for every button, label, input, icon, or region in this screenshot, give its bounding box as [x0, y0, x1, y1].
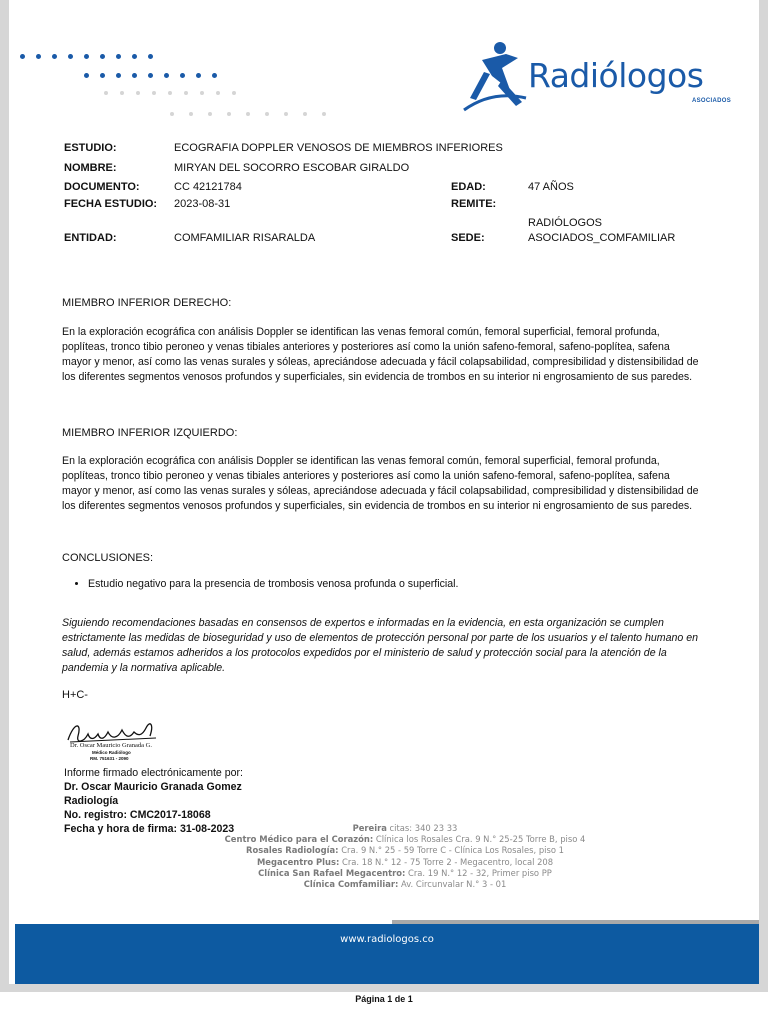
- decorative-dot: [227, 112, 231, 116]
- decorative-dot: [303, 112, 307, 116]
- address-line: Clínica San Rafael Megacentro: Cra. 19 N.° 12 - 32, Primer piso PP: [258, 867, 552, 878]
- stamp-rm: RM. 751631 - 2090: [90, 756, 129, 761]
- address-line: Megacentro Plus: Cra. 18 N.° 12 - 75 Torre 2 - Megacentro, local 208: [256, 856, 554, 867]
- handwritten-signature: [64, 716, 174, 768]
- decorative-dot: [322, 112, 326, 116]
- decorative-dot: [200, 91, 204, 95]
- decorative-dot: [168, 91, 172, 95]
- izquierdo-title: MIEMBRO INFERIOR IZQUIERDO:: [62, 427, 238, 439]
- signed-by: Informe firmado electrónicamente por:: [64, 767, 243, 779]
- decorative-dot: [148, 54, 153, 59]
- sede-label: SEDE:: [451, 232, 485, 244]
- decorative-dot: [232, 91, 236, 95]
- decorative-dot: [68, 54, 73, 59]
- decorative-dot: [265, 112, 269, 116]
- edad-value: 47 AÑOS: [528, 181, 574, 193]
- estudio-label: ESTUDIO:: [64, 142, 117, 154]
- decorative-dot: [136, 91, 140, 95]
- decorative-dot: [212, 73, 217, 78]
- izquierdo-text: En la exploración ecográfica con análisis Doppler se identifican las venas femoral común, femoral superficial, femoral profunda, poplíteas, tronco tibio peroneo y venas tibiales anteriores y posteriores así como la unión safeno-femoral, safeno-poplítea, safena mayor y menor, así como las venas surales y sóleas, apreciándose adecuada y fácil colapsabilidad, compresibilidad y distensibilidad de los diferentes segmentos venosos profundos y superficiales, sin evidencia de trombos en su interior ni engrosamiento de sus paredes.: [62, 455, 699, 512]
- conclusion-item: • Estudio negativo para la presencia de trombosis venosa profunda o superficial.: [88, 578, 458, 590]
- decorative-dot: [36, 54, 41, 59]
- decorative-dot: [100, 54, 105, 59]
- page-frame-left: [0, 0, 9, 992]
- decorative-dot: [180, 73, 185, 78]
- address-line: Clínica Comfamiliar: Av. Circunvalar N.° 3 - 01: [303, 879, 507, 890]
- address-line: Centro Médico para el Corazón: Clínica los Rosales Cra. 9 N.° 25-25 Torre B, piso 4: [224, 834, 586, 845]
- decorative-dot: [170, 112, 174, 116]
- decorative-dot: [100, 73, 105, 78]
- address-line: Pereira citas: 340 23 33: [352, 823, 458, 833]
- decorative-dot: [52, 54, 57, 59]
- nombre-value: MIRYAN DEL SOCORRO ESCOBAR GIRALDO: [174, 162, 410, 174]
- registry-number: No. registro: CMC2017-18068: [64, 809, 211, 821]
- address-line: Rosales Radiología: Cra. 9 N.° 25 - 59 Torre C - Clínica Los Rosales, piso 1: [246, 845, 564, 856]
- decorative-dot: [132, 73, 137, 78]
- fecha-estudio-value: 2023-08-31: [174, 198, 231, 210]
- decorative-dot: [104, 91, 108, 95]
- doctor-name: Dr. Oscar Mauricio Granada Gomez: [64, 781, 242, 793]
- documento-value: CC 42121784: [174, 181, 242, 193]
- estudio-value: ECOGRAFIA DOPPLER VENOSOS DE MIEMBROS INFERIORES: [174, 142, 503, 154]
- logo-subtext: ASOCIADOS: [692, 98, 732, 104]
- conclusiones-list: [72, 578, 458, 590]
- disclaimer-text: Siguiendo recomendaciones basadas en consensos de expertos e informadas en la evidencia, en esta organización se cumplen estrictamente las medidas de bioseguridad y uso de elementos de protección personal por parte de los usuarios y el talento humano en salud, además estamos adheridos a los protocolos expedidos por el ministerio de salud y protección social para la atención de la pandemia y la normativa aplicable.: [62, 617, 699, 674]
- conclusiones-title: CONCLUSIONES:: [62, 552, 154, 564]
- decorative-dot: [189, 112, 193, 116]
- decorative-dot: [132, 54, 137, 59]
- website-link[interactable]: www.radiologos.co: [340, 934, 434, 945]
- entidad-value: COMFAMILIAR RISARALDA: [174, 232, 316, 244]
- documento-label: DOCUMENTO:: [64, 181, 140, 193]
- stamp-name: Dr. Oscar Mauricio Granada G.: [70, 742, 152, 749]
- radiologos-logo: [462, 40, 742, 115]
- decorative-dot: [196, 73, 201, 78]
- page-frame-bottom: [0, 984, 768, 992]
- edad-label: EDAD:: [451, 181, 486, 193]
- decorative-dot: [246, 112, 250, 116]
- decorative-dot: [84, 54, 89, 59]
- signature-datetime: Fecha y hora de firma: 31-08-2023: [64, 823, 235, 835]
- sede-value-line2: ASOCIADOS_COMFAMILIAR: [528, 232, 676, 244]
- decorative-dot: [216, 91, 220, 95]
- decorative-dot: [152, 91, 156, 95]
- entidad-label: ENTIDAD:: [64, 232, 117, 244]
- page-frame-right: [759, 0, 768, 992]
- logo-wordmark: Radiólogos: [528, 56, 704, 95]
- decorative-dot: [120, 91, 124, 95]
- remite-label: REMITE:: [451, 198, 497, 210]
- clinic-addresses: [190, 823, 620, 890]
- logo-figure-icon: [462, 40, 532, 115]
- footer-band: [15, 924, 759, 984]
- decorative-dot: [148, 73, 153, 78]
- decorative-dot: [116, 54, 121, 59]
- decorative-dot: [164, 73, 169, 78]
- decorative-dot: [284, 112, 288, 116]
- decorative-dot: [116, 73, 121, 78]
- stamp-role: Médico Radiólogo: [92, 750, 131, 755]
- derecho-text: En la exploración ecográfica con análisis Doppler se identifican las venas femoral común, femoral superficial, femoral profunda, poplíteas, tronco tibio peroneo y venas tibiales anteriores y posteriores así como la unión safeno-femoral, safeno-poplítea, safena mayor y menor, así como las venas surales y sóleas, apreciándose adecuada y fácil colapsabilidad, compresibilidad y distensibilidad de los diferentes segmentos venosos profundos y superficiales, sin evidencia de trombos en su interior ni engrosamiento de sus paredes.: [62, 326, 699, 383]
- sede-value-line1: RADIÓLOGOS: [528, 217, 602, 229]
- decorative-dot: [208, 112, 212, 116]
- specialty: Radiología: [64, 795, 119, 807]
- decorative-dot: [84, 73, 89, 78]
- initials: H+C-: [62, 689, 88, 701]
- derecho-title: MIEMBRO INFERIOR DERECHO:: [62, 297, 232, 309]
- decorative-dot: [184, 91, 188, 95]
- nombre-label: NOMBRE:: [64, 162, 117, 174]
- fecha-estudio-label: FECHA ESTUDIO:: [64, 198, 158, 210]
- decorative-dot: [20, 54, 25, 59]
- page-number: Página 1 de 1: [355, 994, 413, 1004]
